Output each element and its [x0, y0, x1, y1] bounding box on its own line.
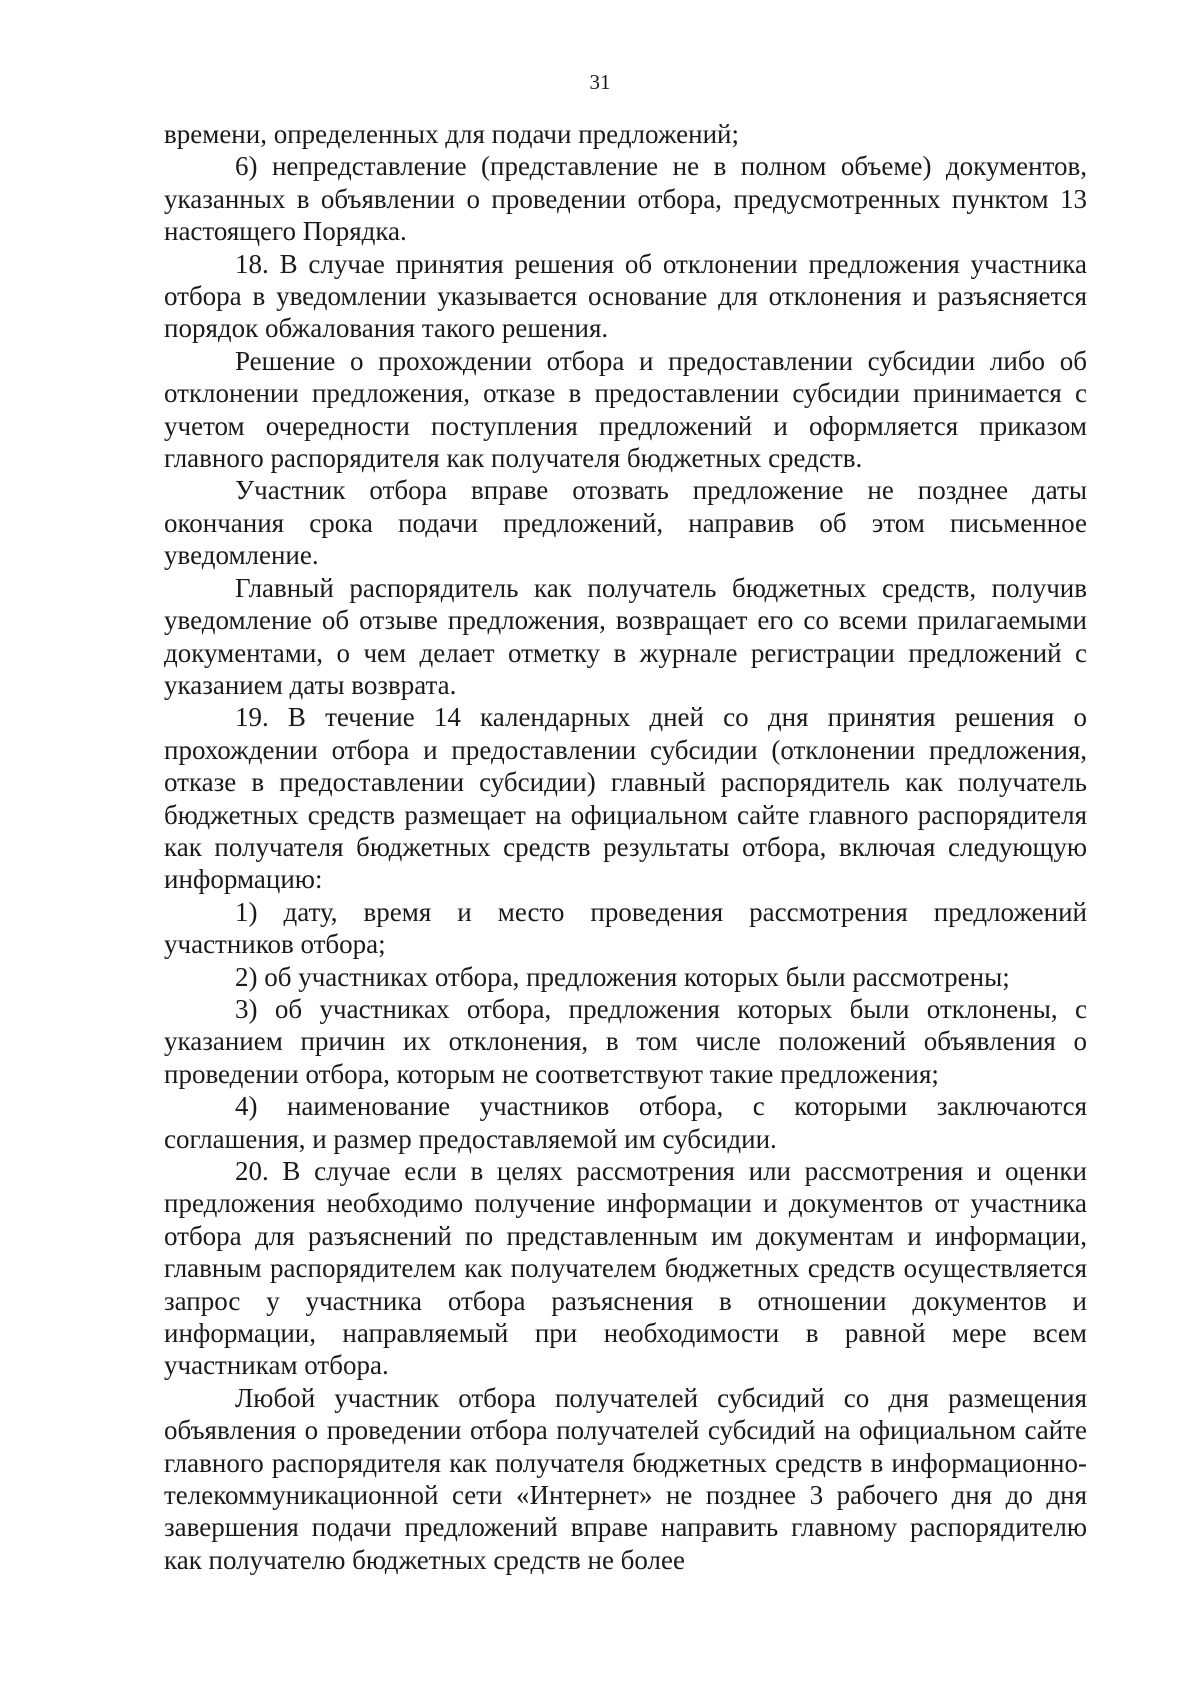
- paragraph: 19. В течение 14 календарных дней со дня принятия решения о прохождении отбора и предоставлении субсидии (отклонении предложения, отказе в предоставлении субсидии) главный распорядитель как получатель бюджетных средств размещает на официальном сайте главного распорядителя как получателя бюджетных средств результаты отбора, включая следующую информацию:: [164, 702, 1087, 895]
- paragraph: 6) непредставление (представление не в полном объеме) документов, указанных в объявлении о проведении отбора, предусмотренных пунктом 13 настоящего Порядка.: [164, 151, 1087, 247]
- paragraph: 3) об участниках отбора, предложения которых были отклонены, с указанием причин их отклонения, в том числе положений объявления о проведении отбора, которым не соответствуют такие предложения;: [164, 993, 1087, 1089]
- paragraph: Участник отбора вправе отозвать предложение не позднее даты окончания срока подачи предложений, направив об этом письменное уведомление.: [164, 475, 1087, 571]
- page-number: 31: [589, 70, 611, 94]
- paragraph: 2) об участниках отбора, предложения которых были рассмотрены;: [235, 961, 1010, 992]
- paragraph: 18. В случае принятия решения об отклонении предложения участника отбора в уведомлении указывается основание для отклонения и разъясняется порядок обжалования такого решения.: [164, 248, 1087, 344]
- document-body: [164, 118, 1087, 1576]
- paragraph: 4) наименование участников отбора, с которыми заключаются соглашения, и размер предоставляемой им субсидии.: [164, 1091, 1087, 1154]
- paragraph: времени, определенных для подачи предложений;: [164, 119, 739, 149]
- paragraph: 1) дату, время и место проведения рассмотрения предложений участников отбора;: [164, 896, 1087, 960]
- paragraph: Любой участник отбора получателей субсидий со дня размещения объявления о проведении отбора получателей субсидий на официальном сайте главного распорядителя как получателя бюджетных средств в информационно-телекоммуникационной сети «Интернет» не позднее 3 рабочего дня до дня завершения подачи предложений вправе направить главному распорядителю как получателю бюджетных средств не более: [164, 1382, 1087, 1575]
- paragraph: Решение о прохождении отбора и предоставлении субсидии либо об отклонении предложения, отказе в предоставлении субсидии принимается с учетом очередности поступления предложений и оформляется приказом главного распорядителя как получателя бюджетных средств.: [164, 345, 1087, 474]
- paragraph: Главный распорядитель как получатель бюджетных средств, получив уведомление об отзыве предложения, возвращает его со всеми прилагаемыми документами, о чем делает отметку в журнале регистрации предложений с указанием даты возврата.: [164, 572, 1087, 700]
- paragraph: 20. В случае если в целях рассмотрения или рассмотрения и оценки предложения необходимо получение информации и документов от участника отбора для разъяснений по представленным им документам и информации, главным распорядителем как получателем бюджетных средств осуществляется запрос у участника отбора разъяснения в отношении документов и информации, направляемый при необходимости в равной мере всем участникам отбора.: [164, 1156, 1087, 1381]
